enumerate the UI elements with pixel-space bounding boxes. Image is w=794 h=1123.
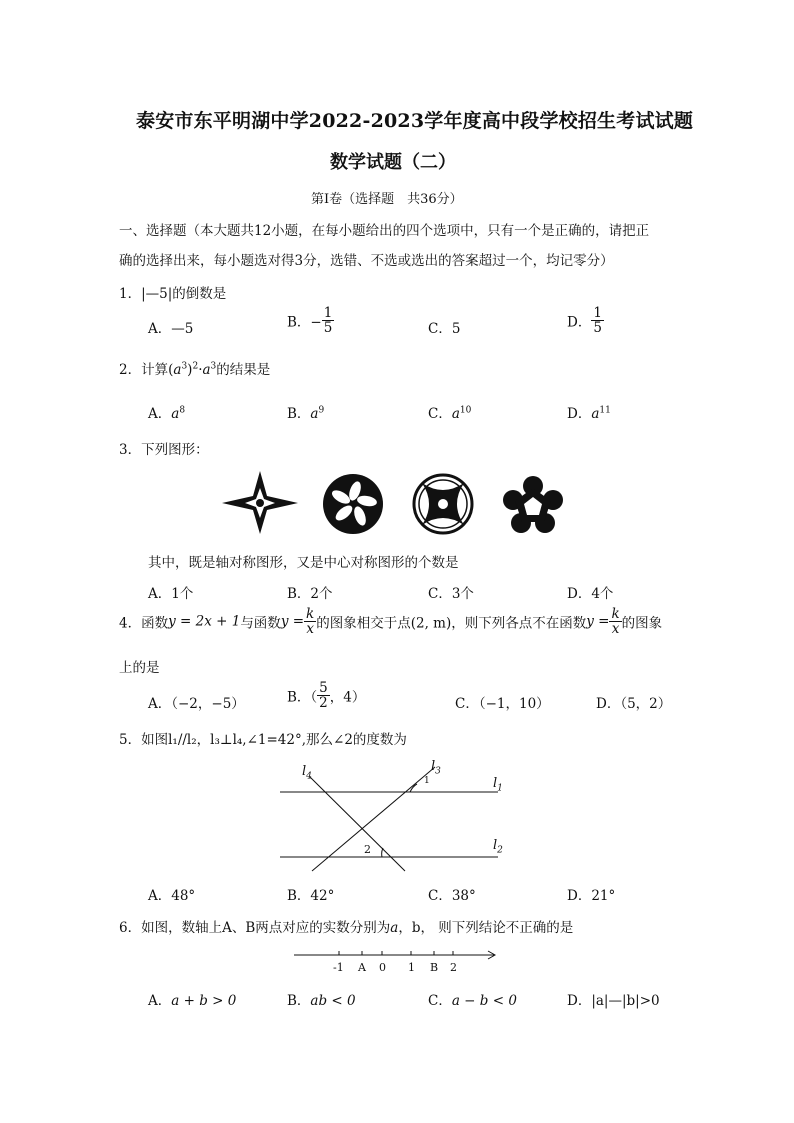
q4-stem-line2: 上的是 xyxy=(119,660,160,676)
star-figure xyxy=(220,470,300,535)
q2-stem-prefix: 2．计算 xyxy=(119,362,169,378)
q4-function-2-lhs-repeat: y = xyxy=(586,613,610,630)
q1-option-d-prefix: D． xyxy=(567,314,592,331)
q5-stem: 5．如图l₁//l₂，l₃⊥l₄,∠1=42°,那么∠2的度数为 xyxy=(119,732,407,748)
q1-d-denominator: 5 xyxy=(593,320,602,337)
label-l3: $l_3$ xyxy=(431,759,441,777)
q1-stem: 1．|—5|的倒数是 xyxy=(119,286,227,302)
q2-expression: $(a^3)^2\cdot a^3$ xyxy=(168,361,217,378)
q3-option-c: C．3个 xyxy=(428,586,474,602)
axis-label-0: 0 xyxy=(379,961,386,974)
q5-option-a: A．48° xyxy=(148,888,196,904)
q5-option-d: D．21° xyxy=(567,888,616,904)
q6-option-b: B．ab < 0 xyxy=(287,993,356,1009)
axis-label-neg1: -1 xyxy=(333,961,344,974)
q5-option-c: C．38° xyxy=(428,888,476,904)
q3-option-d: D．4个 xyxy=(567,586,614,602)
q6-option-d: D．|a|—|b|>0 xyxy=(567,993,660,1009)
q4-stem xyxy=(119,607,662,636)
q4-function-2-lhs: y = xyxy=(280,613,305,630)
exam-subtitle: 数学试题（二） xyxy=(330,152,456,173)
q1-option-b xyxy=(287,306,334,335)
axis-label-B: B xyxy=(430,961,439,974)
q1-option-a: A．—5 xyxy=(148,321,194,337)
label-l4: $l_4$ xyxy=(302,764,312,782)
q3-option-b: B．2个 xyxy=(287,586,333,602)
q2-option-c: C．$a^{10}$ xyxy=(428,405,472,422)
q3-question: 其中，既是轴对称图形，又是中心对称图形的个数是 xyxy=(148,555,459,571)
q4-option-d: D．（5，2） xyxy=(596,696,672,712)
q4-function-2-fraction: $\frac{k}{x}$ xyxy=(306,606,315,638)
label-angle-2: 2 xyxy=(364,843,371,856)
q4-stem-prefix: 4．函数 xyxy=(119,615,169,632)
volume-heading: 第Ⅰ卷（选择题 共36分） xyxy=(311,192,463,207)
exam-title: 泰安市东平明湖中学2022-2023学年度高中段学校招生考试试题 xyxy=(136,110,694,132)
q6-option-a: A．a + b > 0 xyxy=(148,993,237,1009)
axis-label-2: 2 xyxy=(450,961,457,974)
q4-stem-end: 的图象 xyxy=(621,615,663,632)
section-instructions-line2: 确的选择出来，每小题选对得3分，选错、不选或选出的答案超过一个，均记零分） xyxy=(119,253,614,269)
lens-circle-figure xyxy=(412,473,474,535)
number-line-figure xyxy=(290,948,500,968)
axis-label-1: 1 xyxy=(408,961,415,974)
q4-function-2-fraction-repeat: $\frac{k}{x}$ xyxy=(611,606,620,638)
q2-stem-suffix: 的结果是 xyxy=(216,362,271,378)
petal-circle-figure xyxy=(322,473,384,535)
q1-option-d xyxy=(567,306,604,335)
label-angle-1: 1 xyxy=(424,776,430,786)
q6-option-c: C．a − b < 0 xyxy=(428,993,517,1009)
pentagon-flower-figure xyxy=(503,476,563,534)
q2-option-b: B．$a^9$ xyxy=(287,405,325,422)
q1-option-b-prefix: B．− xyxy=(287,314,322,331)
label-l1: $l_1$ xyxy=(493,776,503,794)
q1-b-denominator: 5 xyxy=(323,320,333,337)
q4-option-b-fraction: $\frac{5}{2}$ xyxy=(319,680,328,712)
axis-label-A: A xyxy=(358,961,366,974)
q2-option-d: D．$a^{11}$ xyxy=(567,405,611,422)
q4-stem-mid: 与函数 xyxy=(240,615,281,632)
q2-option-a: A．$a^8$ xyxy=(148,405,186,422)
q6-stem: 6．如图，数轴上A、B两点对应的实数分别为a，b， 则下列结论不正确的是 xyxy=(119,920,574,936)
section-instructions-line1: 一、选择题（本大题共12小题，在每小题给出的四个选项中，只有一个是正确的，请把正 xyxy=(119,223,650,239)
q4-stem-mid2: 的图象相交于点(2, m)，则下列各点不在函数 xyxy=(316,615,587,632)
q4-option-b: B．（ $\frac{5}{2}$ ，4） xyxy=(287,680,366,712)
q4-function-1: y = 2x + 1 xyxy=(168,613,241,630)
label-l2: $l_2$ xyxy=(493,838,503,856)
q4-option-a: A．（−2，−5） xyxy=(148,696,245,712)
q1-b-numerator: 1 xyxy=(323,305,333,321)
q1-d-numerator: 1 xyxy=(593,305,602,321)
q4-option-c: C．（−1，10） xyxy=(455,696,550,712)
q3-stem: 3．下列图形： xyxy=(119,442,209,458)
q1-option-d-fraction xyxy=(591,306,604,335)
q5-option-b: B．42° xyxy=(287,888,335,904)
q3-option-a: A．1个 xyxy=(148,586,194,602)
q1-option-c: C．5 xyxy=(428,321,461,337)
q2-stem xyxy=(119,358,270,378)
q1-option-b-fraction xyxy=(322,306,335,335)
